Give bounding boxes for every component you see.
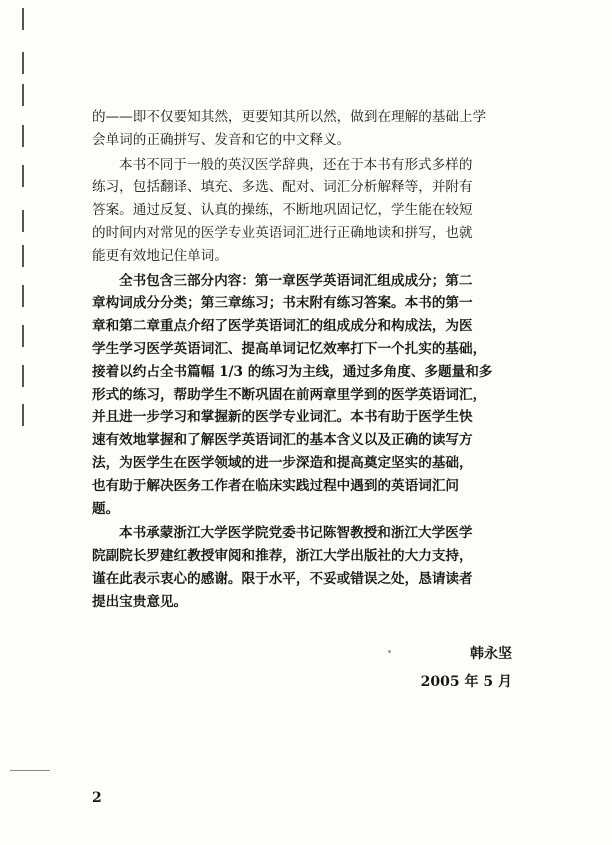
author-name: 韩永坚 <box>470 646 512 662</box>
text-line: 章和第二章重点介绍了医学英语词汇的组成成分和构成法，为医 <box>92 318 473 335</box>
text-line: 法，为医学生在医学领域的进一步深造和提高奠定坚实的基础， <box>92 454 473 471</box>
text-line: 接着以约占全书篇幅 1/3 的练习为主线，通过多角度、多题量和多 <box>92 363 493 380</box>
signature-block <box>421 640 512 696</box>
binding-margin-marks <box>22 0 25 440</box>
text-line: 并且进一步学习和掌握新的医学专业词汇。本书有助于医学生快 <box>92 409 473 426</box>
text-line: 也有助于解决医务工作者在临床实践过程中遇到的英语词汇问 <box>92 477 460 494</box>
page-number: 2 <box>92 790 102 806</box>
scan-speck <box>388 650 391 653</box>
paragraph <box>92 154 557 268</box>
text-line: 全书包含三部分内容：第一章医学英语词汇组成成分；第二 <box>119 272 473 289</box>
paragraph <box>92 106 557 152</box>
signature-date: 2005 年 5 月 <box>420 674 512 690</box>
text-line: 练习，包括翻译、填充、多选、配对、词汇分析解释等，并附有 <box>92 179 473 196</box>
text-line: 形式的练习，帮助学生不断巩固在前两章里学到的医学英语词汇， <box>92 386 487 403</box>
text-line: 题。 <box>92 500 120 517</box>
text-line: 的时间内对常见的医学专业英语词汇进行正确地读和拼写，也就 <box>92 224 473 241</box>
text-line: 提出宝贵意见。 <box>92 593 188 610</box>
paragraph <box>92 270 557 521</box>
paragraph <box>92 522 557 613</box>
text-line: 学生学习医学英语词汇、提高单词记忆效率打下一个扎实的基础， <box>92 340 487 357</box>
body-text <box>92 106 557 616</box>
text-line: 章构词成分分类；第三章练习；书末附有练习答案。本书的第一 <box>92 295 473 312</box>
scan-smudge <box>10 770 50 771</box>
text-line: 本书不同于一般的英汉医学辞典，还在于本书有形式多样的 <box>119 156 473 173</box>
text-line: 速有效地掌握和了解医学英语词汇的基本含义以及正确的读写方 <box>92 432 473 449</box>
text-line: 能更有效地记住单词。 <box>92 247 228 264</box>
text-line: 会单词的正确拼写、发音和它的中文释义。 <box>92 131 351 148</box>
text-line: 谨在此表示衷心的感谢。限于水平，不妥或错误之处，恳请读者 <box>92 570 473 587</box>
text-line: 本书承蒙浙江大学医学院党委书记陈智教授和浙江大学医学 <box>119 525 473 542</box>
text-line: 的——即不仅要知其然，更要知其所以然，做到在理解的基础上学 <box>92 109 487 125</box>
text-line: 院副院长罗建红教授审阅和推荐，浙江大学出版社的大力支持， <box>92 548 473 565</box>
text-line: 答案。通过反复、认真的操练，不断地巩固记忆，学生能在较短 <box>92 202 473 219</box>
